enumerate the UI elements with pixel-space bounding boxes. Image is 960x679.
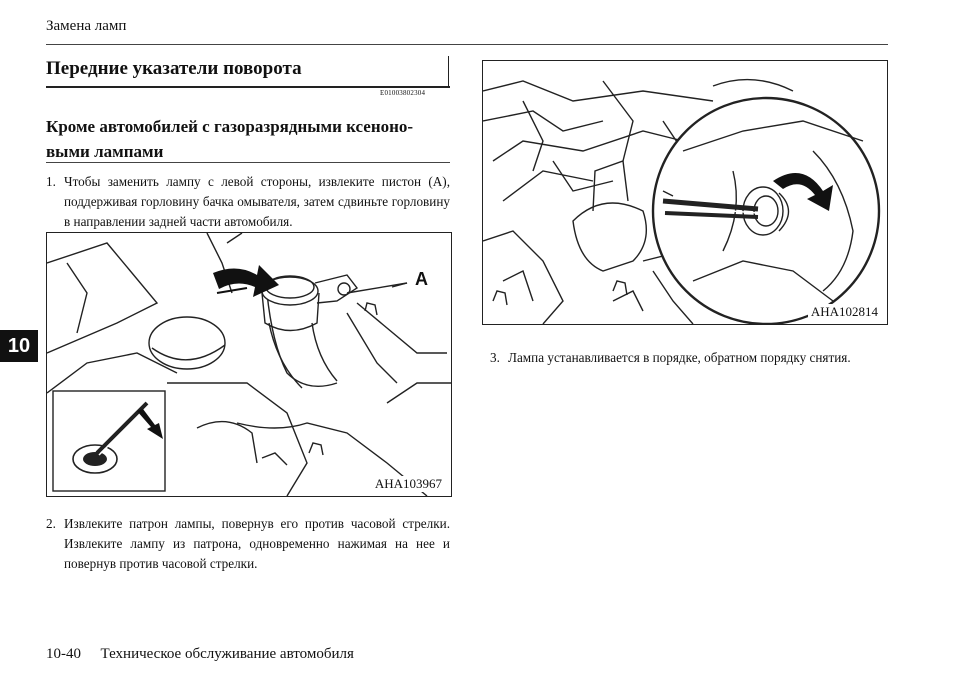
subsection-title: Кроме автомобилей с газоразрядными ксеноно-выми лампами (46, 117, 414, 161)
section-title-rule (46, 86, 450, 88)
running-header: Замена ламп (46, 18, 127, 34)
page-number: 10-40 (46, 646, 81, 662)
header-rule (46, 44, 888, 45)
step-number: 3. (490, 350, 500, 365)
figure-bulb-socket (482, 60, 888, 325)
step-number: 2. (46, 516, 56, 531)
figure-illustration (483, 61, 887, 324)
step-2 (46, 514, 450, 574)
document-code: E01003802304 (380, 89, 426, 97)
step-1 (46, 172, 450, 232)
step-3 (490, 348, 890, 368)
step-text: Извлеките патрон лампы, повернув его против часовой стрелки. Извлеките лампу из патрона, одновременно нажимая на нее и повернув против часовой стрелки. (64, 516, 450, 571)
page-footer (46, 646, 354, 663)
chapter-tab: 10 (0, 330, 38, 362)
figure-washer-filler (46, 232, 452, 497)
figure-id: AHA103967 (372, 476, 445, 492)
book-title: Техническое обслуживание автомобиля (100, 646, 354, 662)
figure-callout-a: A (415, 269, 428, 289)
subsection-rule (46, 162, 450, 163)
step-text: Чтобы заменить лампу с левой стороны, извлеките пистон (A), поддерживая горловину бачка омывателя, затем сдвиньте горловину в направлении задней части автомобиля. (64, 174, 450, 229)
figure-id: AHA102814 (808, 304, 881, 320)
step-text: Лампа устанавливается в порядке, обратном порядку снятия. (508, 350, 851, 365)
figure-inset (53, 391, 165, 491)
step-number: 1. (46, 174, 56, 189)
section-title-divider (448, 56, 449, 88)
section-title: Передние указатели поворота (46, 58, 302, 79)
figure-illustration (47, 233, 451, 496)
